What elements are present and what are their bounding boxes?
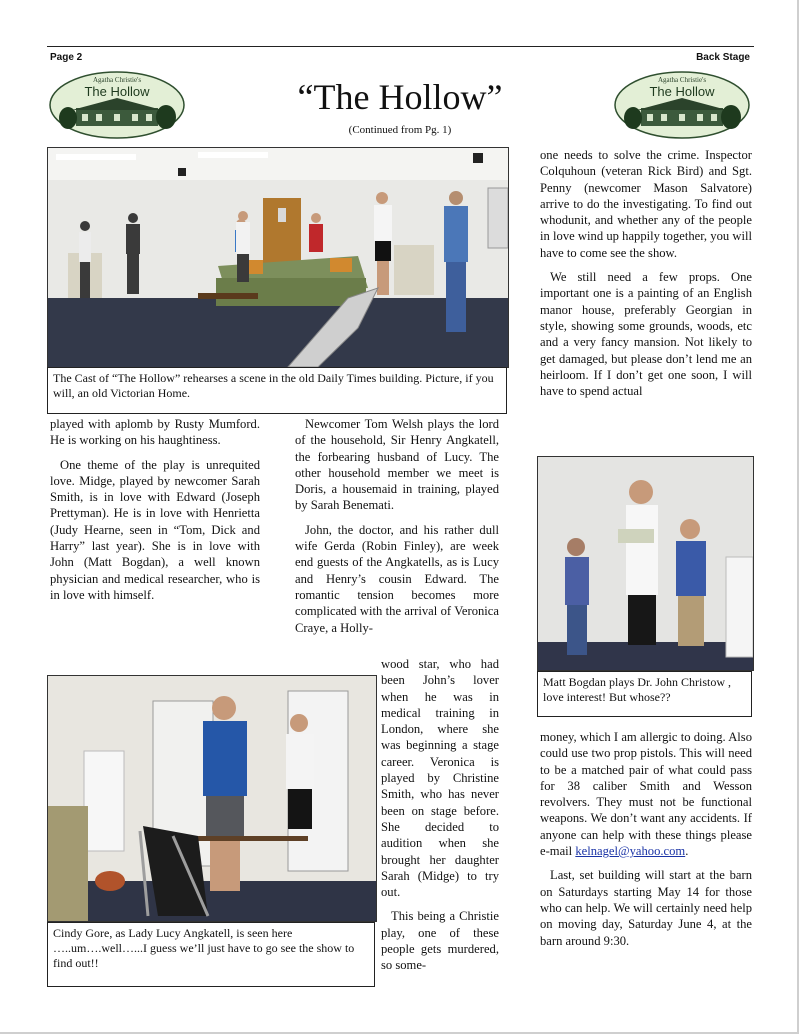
paragraph: played with aplomb by Rusty Mumford. He is working on his haughtiness. xyxy=(50,417,260,448)
cast-photo-caption: The Cast of “The Hollow” rehearses a scene in the old Daily Times building. Picture, if you will, an old Victorian Home. xyxy=(47,367,507,414)
caption-line: Cindy Gore, as Lady Lucy Angkatell, is seen here xyxy=(53,926,293,940)
paragraph: Newcomer Tom Welsh plays the lord of the household, Sir Henry Angkatell, the forbearing husband of Lucy. The other household member we meet is Doris, a housemaid in training, played by Sarah Benemati. xyxy=(295,417,499,513)
paragraph: John, the doctor, and his rather dull wife Gerda (Robin Finley), are week end guests of the Angkatells, as is Lucy and Henry’s cousin Edward. The romantic tension becomes more complicated with the arrival of Veronica Craye, a Holly- xyxy=(295,522,499,635)
header-rule xyxy=(47,46,754,47)
email-link[interactable]: kelnagel@yahoo.com xyxy=(575,844,686,859)
paragraph: We still need a few props. One important one is a painting of an English manor house, preferably Georgian in style, showing some grounds, woods, etc and a very fancy mansion. Not likely to get damaged, but please don’t lend me an heirloom. If I don’t get one soon, I will have to spend actual xyxy=(540,270,752,399)
matt-bogdan-photo xyxy=(537,456,754,671)
column-left xyxy=(50,416,260,611)
paragraph: Last, set building will start at the barn on Saturdays starting May 14 for those who can help. We will certainly need help on moving day, Saturday June 4, at the barn around 9:30. xyxy=(540,868,752,948)
paragraph: This being a Christie play, one of these people gets murdered, so some- xyxy=(381,909,499,973)
column-middle-narrow xyxy=(381,656,499,982)
column-middle xyxy=(295,416,499,644)
continued-note: (Continued from Pg. 1) xyxy=(348,124,452,136)
paragraph: one needs to solve the crime. Inspector Colquhoun (veteran Rick Bird) and Sgt. Penny (newcomer Mason Salvatore) arrive to do the investigating. To find out whodunit, and whether any of the people in love wind up happily together, you will have to come see the show. xyxy=(540,148,752,260)
page-number: Page 2 xyxy=(50,52,83,63)
cindy-gore-photo xyxy=(47,675,377,922)
logo-main-text: The Hollow xyxy=(649,84,715,99)
paragraph-text: money, which I am allergic to doing. Also could use two prop pistols. This will need to be a matched pair of what could pass for 38 caliber Smith and Wesson revolvers. They must not be functional weapons. We don’t want any accidents. If anyone can help with these things please e-mail xyxy=(540,730,752,859)
matt-photo-caption: Matt Bogdan plays Dr. John Christow , love interest! But whose?? xyxy=(537,671,752,717)
caption-line: …..um….well…...I guess we’ll just have to go see the show to find out!! xyxy=(53,941,355,970)
cast-rehearsal-photo xyxy=(47,147,509,368)
paragraph xyxy=(540,729,752,859)
column-right xyxy=(540,147,752,407)
logo-top-text: Agatha Christie's xyxy=(92,76,142,84)
article-title: “The Hollow” xyxy=(297,77,503,117)
cindy-photo-caption xyxy=(47,922,375,987)
paragraph: One theme of the play is unrequited love. Midge, played by newcomer Sarah Smith, is in love with Edward (Joseph Prettyman). He is in love with Henrietta (Judy Hearne, seen in “Tom, Dick and Harry” last year). She is in love with John (Matt Bogdan), a well known physician and medical researcher, who is in love with himself. xyxy=(50,457,260,602)
paragraph: wood star, who had been John’s lover when he was in medical training in London, where she was beginning a stage career. Veronica is played by Christine Smith, who has never been on stage before. She decided to audition when she brought her daughter Sarah (Midge) to try out. xyxy=(381,657,499,900)
paragraph-end: . xyxy=(685,844,689,859)
logo-top-text: Agatha Christie's xyxy=(657,76,707,84)
logo-main-text: The Hollow xyxy=(84,84,150,99)
column-right-lower xyxy=(540,729,752,957)
section-label: Back Stage xyxy=(696,52,750,63)
